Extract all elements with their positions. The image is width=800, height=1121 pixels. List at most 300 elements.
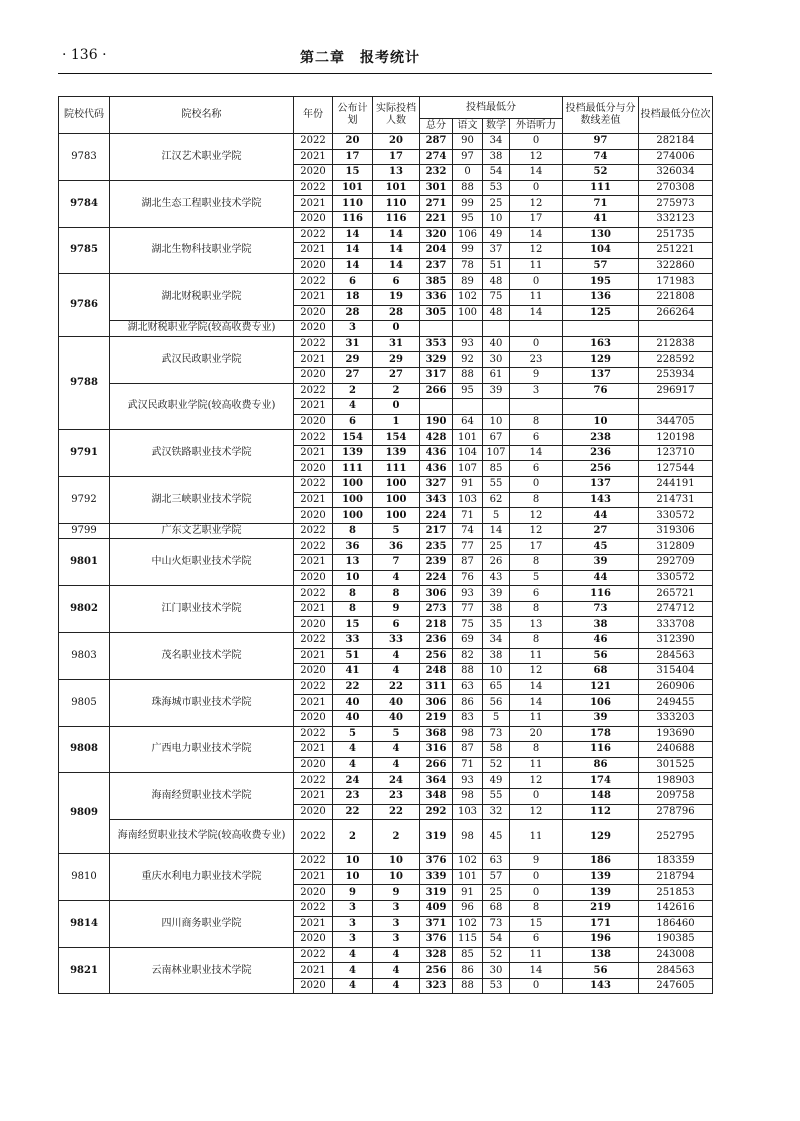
cell-diff: 41 xyxy=(563,211,639,227)
cell-listening: 12 xyxy=(510,773,563,789)
cell-listening: 5 xyxy=(510,570,563,586)
cell-listening: 23 xyxy=(510,352,563,368)
cell-actual: 139 xyxy=(373,445,420,461)
cell-actual: 4 xyxy=(373,648,420,664)
cell-diff: 86 xyxy=(563,757,639,773)
cell-plan: 100 xyxy=(333,492,373,508)
cell-actual: 9 xyxy=(373,601,420,617)
cell-math: 5 xyxy=(483,508,510,524)
school-name: 江门职业技术学院 xyxy=(110,586,294,633)
cell-diff: 195 xyxy=(563,274,639,290)
cell-math: 61 xyxy=(483,367,510,383)
cell-total: 305 xyxy=(420,305,453,321)
cell-rank: 319306 xyxy=(639,523,713,539)
school-name: 重庆水利电力职业技术学院 xyxy=(110,854,294,901)
cell-listening: 12 xyxy=(510,508,563,524)
table-row xyxy=(59,820,713,854)
cell-diff: 138 xyxy=(563,947,639,963)
cell-rank: 330572 xyxy=(639,570,713,586)
cell-math: 65 xyxy=(483,679,510,695)
cell-diff: 74 xyxy=(563,149,639,165)
cell-math: 34 xyxy=(483,134,510,150)
table-row xyxy=(59,679,713,695)
cell-listening: 9 xyxy=(510,367,563,383)
school-code: 9803 xyxy=(59,633,110,680)
cell-year: 2022 xyxy=(294,586,333,602)
cell-math: 52 xyxy=(483,947,510,963)
table-row xyxy=(59,430,713,446)
cell-year: 2021 xyxy=(294,352,333,368)
cell-actual: 9 xyxy=(373,885,420,901)
cell-chinese: 92 xyxy=(453,352,483,368)
cell-total: 218 xyxy=(420,617,453,633)
cell-chinese: 98 xyxy=(453,788,483,804)
cell-year: 2020 xyxy=(294,367,333,383)
col-header-name: 院校名称 xyxy=(110,97,294,134)
cell-listening: 14 xyxy=(510,227,563,243)
cell-year: 2022 xyxy=(294,134,333,150)
cell-year: 2020 xyxy=(294,804,333,820)
col-header-listening: 外语听力 xyxy=(510,119,563,134)
cell-year: 2020 xyxy=(294,165,333,181)
cell-diff: 52 xyxy=(563,165,639,181)
cell-math: 53 xyxy=(483,978,510,994)
cell-actual: 3 xyxy=(373,932,420,948)
school-name: 武汉民政职业学院(较高收费专业) xyxy=(110,383,294,430)
cell-listening: 13 xyxy=(510,617,563,633)
cell-year: 2021 xyxy=(294,289,333,305)
cell-chinese xyxy=(453,399,483,415)
cell-plan: 36 xyxy=(333,539,373,555)
cell-total: 339 xyxy=(420,869,453,885)
cell-chinese: 98 xyxy=(453,820,483,854)
cell-year: 2022 xyxy=(294,900,333,916)
cell-plan: 51 xyxy=(333,648,373,664)
cell-chinese: 86 xyxy=(453,695,483,711)
cell-math: 63 xyxy=(483,854,510,870)
cell-listening: 0 xyxy=(510,978,563,994)
cell-chinese: 88 xyxy=(453,180,483,196)
cell-listening: 15 xyxy=(510,916,563,932)
cell-actual: 2 xyxy=(373,383,420,399)
cell-actual: 7 xyxy=(373,555,420,571)
cell-actual: 33 xyxy=(373,633,420,649)
cell-year: 2022 xyxy=(294,539,333,555)
cell-chinese: 64 xyxy=(453,414,483,430)
cell-diff: 116 xyxy=(563,586,639,602)
cell-plan: 4 xyxy=(333,757,373,773)
cell-rank: 333203 xyxy=(639,710,713,726)
cell-year: 2020 xyxy=(294,258,333,274)
table-row xyxy=(59,383,713,399)
cell-plan: 100 xyxy=(333,477,373,493)
cell-year: 2021 xyxy=(294,445,333,461)
cell-actual: 6 xyxy=(373,617,420,633)
cell-plan: 31 xyxy=(333,336,373,352)
school-name: 湖北三峡职业技术学院 xyxy=(110,477,294,524)
cell-rank: 251853 xyxy=(639,885,713,901)
cell-chinese: 75 xyxy=(453,617,483,633)
cell-plan: 4 xyxy=(333,399,373,415)
chapter-title: 第二章 报考统计 xyxy=(300,50,420,66)
cell-actual: 4 xyxy=(373,757,420,773)
cell-chinese: 103 xyxy=(453,492,483,508)
cell-math: 38 xyxy=(483,149,510,165)
cell-year: 2020 xyxy=(294,461,333,477)
cell-actual: 40 xyxy=(373,710,420,726)
cell-chinese: 82 xyxy=(453,648,483,664)
cell-diff: 76 xyxy=(563,383,639,399)
cell-year: 2022 xyxy=(294,180,333,196)
cell-math: 67 xyxy=(483,430,510,446)
cell-diff: 186 xyxy=(563,854,639,870)
cell-math: 30 xyxy=(483,963,510,979)
cell-total: 428 xyxy=(420,430,453,446)
cell-actual: 31 xyxy=(373,336,420,352)
cell-rank: 315404 xyxy=(639,664,713,680)
cell-chinese: 71 xyxy=(453,757,483,773)
cell-math: 62 xyxy=(483,492,510,508)
table-row xyxy=(59,227,713,243)
cell-diff: 174 xyxy=(563,773,639,789)
cell-chinese: 88 xyxy=(453,664,483,680)
cell-actual: 36 xyxy=(373,539,420,555)
cell-total: 436 xyxy=(420,461,453,477)
cell-math: 14 xyxy=(483,523,510,539)
cell-chinese: 63 xyxy=(453,679,483,695)
cell-listening: 11 xyxy=(510,820,563,854)
school-code: 9814 xyxy=(59,900,110,947)
cell-actual: 13 xyxy=(373,165,420,181)
cell-actual: 5 xyxy=(373,726,420,742)
cell-actual: 23 xyxy=(373,788,420,804)
school-name: 湖北财税职业学院 xyxy=(110,274,294,321)
cell-listening: 0 xyxy=(510,274,563,290)
cell-diff: 125 xyxy=(563,305,639,321)
cell-rank: 221808 xyxy=(639,289,713,305)
school-name: 湖北财税职业学院(较高收费专业) xyxy=(110,321,294,337)
cell-math: 26 xyxy=(483,555,510,571)
col-header-total: 总分 xyxy=(420,119,453,134)
cell-actual: 1 xyxy=(373,414,420,430)
cell-rank: 247605 xyxy=(639,978,713,994)
cell-diff: 46 xyxy=(563,633,639,649)
cell-math: 38 xyxy=(483,648,510,664)
cell-total: 232 xyxy=(420,165,453,181)
cell-math: 57 xyxy=(483,869,510,885)
cell-listening: 9 xyxy=(510,854,563,870)
cell-chinese: 99 xyxy=(453,243,483,259)
cell-rank: 332123 xyxy=(639,211,713,227)
cell-total: 287 xyxy=(420,134,453,150)
cell-math: 56 xyxy=(483,695,510,711)
school-name: 中山火炬职业技术学院 xyxy=(110,539,294,586)
cell-actual: 24 xyxy=(373,773,420,789)
school-name: 武汉铁路职业技术学院 xyxy=(110,430,294,477)
cell-rank: 251221 xyxy=(639,243,713,259)
cell-diff: 143 xyxy=(563,492,639,508)
cell-year: 2022 xyxy=(294,726,333,742)
cell-math: 30 xyxy=(483,352,510,368)
cell-diff: 143 xyxy=(563,978,639,994)
cell-diff: 116 xyxy=(563,742,639,758)
cell-chinese: 71 xyxy=(453,508,483,524)
cell-rank: 260906 xyxy=(639,679,713,695)
cell-chinese: 101 xyxy=(453,869,483,885)
cell-math: 51 xyxy=(483,258,510,274)
cell-total xyxy=(420,399,453,415)
cell-actual: 0 xyxy=(373,321,420,337)
cell-diff: 45 xyxy=(563,539,639,555)
cell-actual: 111 xyxy=(373,461,420,477)
cell-actual: 116 xyxy=(373,211,420,227)
cell-rank: 284563 xyxy=(639,648,713,664)
cell-math: 35 xyxy=(483,617,510,633)
cell-math: 48 xyxy=(483,305,510,321)
school-code: 9792 xyxy=(59,477,110,524)
school-name: 广东文艺职业学院 xyxy=(110,523,294,539)
cell-actual: 110 xyxy=(373,196,420,212)
cell-actual: 4 xyxy=(373,664,420,680)
cell-plan: 22 xyxy=(333,679,373,695)
cell-rank: 183359 xyxy=(639,854,713,870)
cell-total: 224 xyxy=(420,570,453,586)
cell-plan: 41 xyxy=(333,664,373,680)
cell-listening: 6 xyxy=(510,586,563,602)
cell-actual: 14 xyxy=(373,243,420,259)
cell-math: 37 xyxy=(483,243,510,259)
cell-math: 58 xyxy=(483,742,510,758)
cell-actual: 19 xyxy=(373,289,420,305)
cell-total: 353 xyxy=(420,336,453,352)
cell-year: 2021 xyxy=(294,399,333,415)
cell-year: 2021 xyxy=(294,916,333,932)
cell-plan: 18 xyxy=(333,289,373,305)
cell-diff: 219 xyxy=(563,900,639,916)
table-row xyxy=(59,947,713,963)
cell-chinese: 93 xyxy=(453,773,483,789)
cell-chinese: 74 xyxy=(453,523,483,539)
cell-rank: 228592 xyxy=(639,352,713,368)
school-code: 9809 xyxy=(59,773,110,854)
cell-chinese: 95 xyxy=(453,383,483,399)
cell-diff: 106 xyxy=(563,695,639,711)
cell-year: 2022 xyxy=(294,383,333,399)
cell-total: 323 xyxy=(420,978,453,994)
cell-year: 2021 xyxy=(294,742,333,758)
cell-year: 2020 xyxy=(294,885,333,901)
col-header-min-group: 投档最低分 xyxy=(420,97,563,119)
cell-math xyxy=(483,399,510,415)
cell-year: 2020 xyxy=(294,757,333,773)
cell-diff: 139 xyxy=(563,869,639,885)
cell-listening: 0 xyxy=(510,180,563,196)
cell-total: 239 xyxy=(420,555,453,571)
cell-rank: 274006 xyxy=(639,149,713,165)
cell-year: 2022 xyxy=(294,227,333,243)
cell-actual: 154 xyxy=(373,430,420,446)
cell-rank: 284563 xyxy=(639,963,713,979)
cell-rank: 326034 xyxy=(639,165,713,181)
cell-rank: 198903 xyxy=(639,773,713,789)
cell-chinese: 93 xyxy=(453,336,483,352)
cell-listening: 12 xyxy=(510,243,563,259)
cell-actual: 14 xyxy=(373,227,420,243)
cell-total: 271 xyxy=(420,196,453,212)
cell-plan: 14 xyxy=(333,227,373,243)
cell-year: 2022 xyxy=(294,947,333,963)
page-number: · 136 · xyxy=(62,47,107,63)
cell-math: 10 xyxy=(483,211,510,227)
cell-diff: 44 xyxy=(563,570,639,586)
cell-rank: 312809 xyxy=(639,539,713,555)
cell-total: 364 xyxy=(420,773,453,789)
cell-listening: 14 xyxy=(510,963,563,979)
cell-total: 204 xyxy=(420,243,453,259)
cell-rank: 127544 xyxy=(639,461,713,477)
cell-rank: 282184 xyxy=(639,134,713,150)
cell-total: 219 xyxy=(420,710,453,726)
cell-plan: 4 xyxy=(333,978,373,994)
cell-diff: 10 xyxy=(563,414,639,430)
header-rule xyxy=(58,73,712,74)
cell-listening: 14 xyxy=(510,445,563,461)
cell-chinese xyxy=(453,321,483,337)
cell-plan: 139 xyxy=(333,445,373,461)
cell-plan: 116 xyxy=(333,211,373,227)
cell-rank: 274712 xyxy=(639,601,713,617)
cell-math: 39 xyxy=(483,586,510,602)
col-header-diff: 投档最低分与分数线差值 xyxy=(563,97,639,134)
cell-diff: 256 xyxy=(563,461,639,477)
cell-actual: 8 xyxy=(373,586,420,602)
cell-plan: 14 xyxy=(333,243,373,259)
cell-total: 436 xyxy=(420,445,453,461)
cell-listening: 12 xyxy=(510,523,563,539)
cell-plan: 14 xyxy=(333,258,373,274)
cell-listening: 0 xyxy=(510,477,563,493)
cell-plan: 27 xyxy=(333,367,373,383)
cell-year: 2021 xyxy=(294,648,333,664)
cell-listening: 11 xyxy=(510,710,563,726)
cell-listening: 8 xyxy=(510,601,563,617)
cell-total: 376 xyxy=(420,854,453,870)
cell-rank: 142616 xyxy=(639,900,713,916)
cell-listening: 11 xyxy=(510,947,563,963)
school-name: 江汉艺术职业学院 xyxy=(110,134,294,181)
cell-total: 274 xyxy=(420,149,453,165)
cell-year: 2022 xyxy=(294,773,333,789)
cell-year: 2021 xyxy=(294,963,333,979)
cell-math: 32 xyxy=(483,804,510,820)
cell-total: 368 xyxy=(420,726,453,742)
cell-plan: 6 xyxy=(333,274,373,290)
table-row xyxy=(59,539,713,555)
cell-listening: 6 xyxy=(510,932,563,948)
cell-total: 217 xyxy=(420,523,453,539)
school-name: 茂名职业技术学院 xyxy=(110,633,294,680)
cell-total: 329 xyxy=(420,352,453,368)
cell-total: 273 xyxy=(420,601,453,617)
cell-total: 292 xyxy=(420,804,453,820)
school-code: 9802 xyxy=(59,586,110,633)
cell-math: 10 xyxy=(483,664,510,680)
cell-actual: 22 xyxy=(373,679,420,695)
cell-diff: 56 xyxy=(563,648,639,664)
cell-rank: 253934 xyxy=(639,367,713,383)
cell-rank: 243008 xyxy=(639,947,713,963)
cell-math: 25 xyxy=(483,885,510,901)
cell-rank: 296917 xyxy=(639,383,713,399)
cell-plan: 2 xyxy=(333,383,373,399)
cell-listening: 6 xyxy=(510,461,563,477)
cell-year: 2022 xyxy=(294,336,333,352)
cell-chinese: 76 xyxy=(453,570,483,586)
cell-diff: 39 xyxy=(563,710,639,726)
cell-actual: 28 xyxy=(373,305,420,321)
cell-actual: 0 xyxy=(373,399,420,415)
cell-chinese: 85 xyxy=(453,947,483,963)
cell-rank: 249455 xyxy=(639,695,713,711)
cell-math xyxy=(483,321,510,337)
cell-chinese: 95 xyxy=(453,211,483,227)
school-name: 海南经贸职业技术学院(较高收费专业) xyxy=(110,820,294,854)
cell-actual: 101 xyxy=(373,180,420,196)
cell-total: 237 xyxy=(420,258,453,274)
cell-year: 2020 xyxy=(294,710,333,726)
cell-total: 316 xyxy=(420,742,453,758)
cell-plan: 4 xyxy=(333,742,373,758)
cell-rank: 171983 xyxy=(639,274,713,290)
cell-diff: 238 xyxy=(563,430,639,446)
table-row xyxy=(59,854,713,870)
cell-plan: 28 xyxy=(333,305,373,321)
school-name: 广西电力职业技术学院 xyxy=(110,726,294,773)
table-row xyxy=(59,134,713,150)
cell-rank: 218794 xyxy=(639,869,713,885)
cell-rank: 292709 xyxy=(639,555,713,571)
col-header-math: 数学 xyxy=(483,119,510,134)
cell-total: 221 xyxy=(420,211,453,227)
cell-actual: 14 xyxy=(373,258,420,274)
cell-plan: 9 xyxy=(333,885,373,901)
cell-actual: 3 xyxy=(373,900,420,916)
cell-listening: 20 xyxy=(510,726,563,742)
cell-listening: 12 xyxy=(510,196,563,212)
admission-table xyxy=(58,96,713,994)
cell-total: 235 xyxy=(420,539,453,555)
cell-diff: 27 xyxy=(563,523,639,539)
col-header-actual: 实际投档人数 xyxy=(373,97,420,134)
cell-diff: 57 xyxy=(563,258,639,274)
cell-chinese: 93 xyxy=(453,586,483,602)
table-row xyxy=(59,477,713,493)
cell-total: 343 xyxy=(420,492,453,508)
cell-total: 224 xyxy=(420,508,453,524)
cell-math: 75 xyxy=(483,289,510,305)
cell-math: 54 xyxy=(483,932,510,948)
cell-diff: 130 xyxy=(563,227,639,243)
cell-chinese: 107 xyxy=(453,461,483,477)
col-header-year: 年份 xyxy=(294,97,333,134)
cell-year: 2020 xyxy=(294,414,333,430)
cell-rank: 333708 xyxy=(639,617,713,633)
cell-plan: 154 xyxy=(333,430,373,446)
cell-math: 5 xyxy=(483,710,510,726)
cell-diff: 139 xyxy=(563,885,639,901)
cell-rank: 344705 xyxy=(639,414,713,430)
cell-year: 2022 xyxy=(294,477,333,493)
